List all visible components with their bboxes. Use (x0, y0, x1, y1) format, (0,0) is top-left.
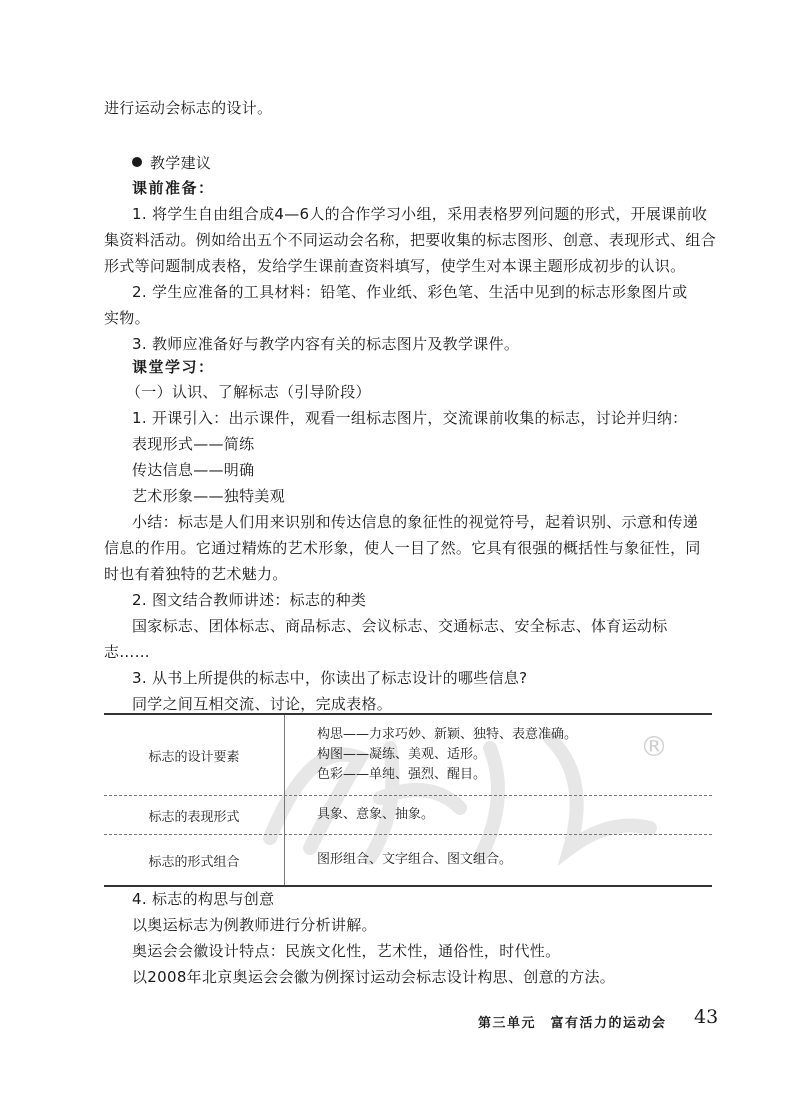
pre-item2-line1: 2. 学生应准备的工具材料：铅笔、作业纸、彩色笔、生活中见到的标志形象图片或 (132, 283, 688, 301)
row-content (285, 796, 712, 834)
table-row (104, 715, 712, 795)
pre-item1-line1: 1. 将学生自由组合成4—6人的合作学习小组，采用表格罗列问题的形式，开展课前收 (132, 205, 708, 223)
content-line: 构图——凝练、美观、适形。 (317, 747, 487, 762)
chapter-footer: 第三单元 富有活力的运动会 (478, 1016, 667, 1031)
pre-class-heading: 课前准备： (132, 179, 215, 197)
item4-line3: 以2008年北京奥运会会徽为例探讨运动会标志设计构思、创意的方法。 (132, 968, 616, 986)
content-line: 图形组合、文字组合、图文组合。 (317, 852, 513, 867)
summary-line1: 小结：标志是人们用来识别和传达信息的象征性的视觉符号，起着识别、示意和传递 (132, 513, 699, 531)
table-row (104, 795, 712, 834)
form-line-1: 表现形式——简练 (132, 435, 255, 453)
content-line: 色彩——单纯、强烈、醒目。 (317, 767, 487, 782)
registered-mark: ® (640, 730, 668, 763)
row-content (285, 715, 712, 795)
pre-item2-line2: 实物。 (104, 309, 150, 327)
types-line1: 国家标志、团体标志、商品标志、会议标志、交通标志、安全标志、体育运动标 (132, 617, 668, 635)
content-line: 具象、意象、抽象。 (317, 807, 435, 822)
row-label: 标志的表现形式 (104, 796, 285, 834)
item4-line2: 奥运会会徽设计特点：民族文化性，艺术性，通俗性，时代性。 (132, 942, 561, 960)
row-label: 标志的设计要素 (104, 715, 285, 795)
table-row (104, 834, 712, 885)
row-label: 标志的形式组合 (104, 835, 285, 885)
item4-heading: 4. 标志的构思与创意 (132, 890, 275, 908)
section-title-text: 教学建议 (150, 154, 212, 172)
section-title (132, 152, 211, 174)
form-line-3: 艺术形象——独特美观 (132, 487, 286, 505)
item3-sub: 同学之间互相交流、讨论，完成表格。 (132, 695, 393, 713)
item2-heading: 2. 图文结合教师讲述：标志的种类 (132, 591, 367, 609)
types-line2: 志…… (104, 643, 150, 661)
pre-item1-line3: 形式等问题制成表格，发给学生课前查资料填写，使学生对本课主题形成初步的认识。 (104, 257, 686, 275)
pre-item3: 3. 教师应准备好与教学内容有关的标志图片及教学课件。 (132, 335, 520, 353)
form-line-2: 传达信息——明确 (132, 461, 255, 479)
pre-item1-line2: 集资料活动。例如给出五个不同运动会名称，把要收集的标志图形、创意、表现形式、组合 (104, 231, 717, 249)
in-class-heading: 课堂学习： (132, 358, 215, 376)
summary-line3: 时也有着独特的艺术魅力。 (104, 565, 288, 583)
row-content (285, 835, 712, 885)
item4-line1: 以奥运标志为例教师进行分析讲解。 (132, 916, 377, 934)
content-line: 构思——力求巧妙、新颖、独特、表意准确。 (317, 727, 578, 742)
stage1-heading: （一）认识、了解标志（引导阶段） (126, 383, 371, 401)
item3-heading: 3. 从书上所提供的标志中，你读出了标志设计的哪些信息? (132, 669, 528, 687)
intro-item: 1. 开课引入：出示课件，观看一组标志图片，交流课前收集的标志，讨论并归纳： (132, 409, 688, 427)
top-text: 进行运动会标志的设计。 (104, 99, 273, 117)
design-elements-table (104, 713, 712, 887)
page-number: 43 (694, 1006, 719, 1028)
bullet-icon (132, 157, 142, 167)
summary-line2: 信息的作用。它通过精炼的艺术形象，使人一目了然。它具有很强的概括性与象征性，同 (104, 539, 701, 557)
